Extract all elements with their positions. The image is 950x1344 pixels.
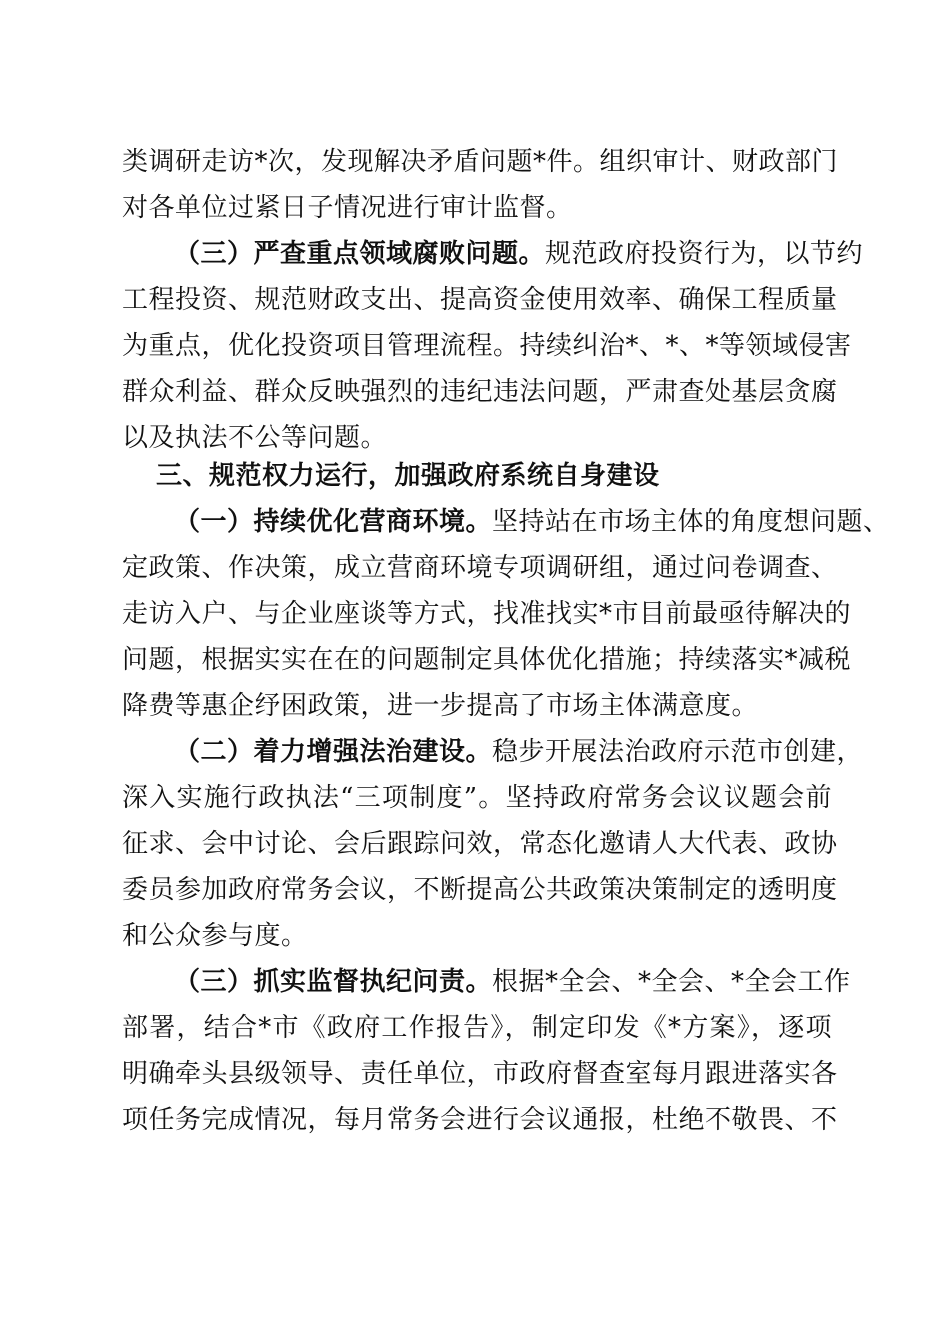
paragraph-first-line xyxy=(174,962,851,1002)
paragraph-line: 深入实施行政执法“三项制度”。坚持政府常务会议议题会前 xyxy=(122,783,832,813)
paragraph-line: 工程投资、规范财政支出、提高资金使用效率、确保工程质量 xyxy=(122,285,838,315)
paragraph-text: 根据*全会、*全会、*全会工作 xyxy=(492,967,851,997)
paragraph-line: 为重点，优化投资项目管理流程。持续纠治*、*、*等领域侵害 xyxy=(122,331,852,361)
paragraph-line: 以及执法不公等问题。 xyxy=(122,423,388,453)
section-heading: 三、规范权力运行，加强政府系统自身建设 xyxy=(156,461,660,491)
paragraph-title: （三）抓实监督执纪问责。 xyxy=(174,967,493,997)
paragraph-line: 部署，结合*市《政府工作报告》，制定印发《*方案》，逐项 xyxy=(122,1013,832,1043)
paragraph-line: 群众利益、群众反映强烈的违纪违法问题，严肃查处基层贪腐 xyxy=(122,377,838,407)
paragraph-first-line xyxy=(174,234,864,274)
paragraph-title: （三）严查重点领域腐败问题。 xyxy=(174,239,546,269)
paragraph-line: 征求、会中讨论、会后跟踪问效，常态化邀请人大代表、政协 xyxy=(122,829,838,859)
paragraph-text: 规范政府投资行为，以节约 xyxy=(545,239,864,269)
paragraph-line: 对各单位过紧日子情况进行审计监督。 xyxy=(122,193,573,223)
paragraph-line: 和公众参与度。 xyxy=(122,921,308,951)
paragraph-line: 类调研走访*次，发现解决矛盾问题*件。组织审计、财政部门 xyxy=(122,147,839,177)
paragraph-line: 委员参加政府常务会议，不断提高公共政策决策制定的透明度 xyxy=(122,875,838,905)
paragraph-title: （二）着力增强法治建设。 xyxy=(174,737,493,767)
paragraph-first-line xyxy=(174,732,864,772)
paragraph-text: 稳步开展法治政府示范市创建， xyxy=(492,737,864,767)
paragraph-first-line xyxy=(174,502,890,542)
paragraph-line: 项任务完成情况，每月常务会进行会议通报，杜绝不敬畏、不 xyxy=(122,1105,838,1135)
paragraph-text: 坚持站在市场主体的角度想问题、 xyxy=(492,507,890,537)
paragraph-line: 降费等惠企纾困政策，进一步提高了市场主体满意度。 xyxy=(122,691,759,721)
paragraph-title: （一）持续优化营商环境。 xyxy=(174,507,493,537)
paragraph-line: 问题，根据实实在在的问题制定具体优化措施；持续落实*减税 xyxy=(122,645,852,675)
paragraph-line: 定政策、作决策，成立营商环境专项调研组，通过问卷调查、 xyxy=(122,553,838,583)
paragraph-line: 明确牵头县级领导、责任单位，市政府督查室每月跟进落实各 xyxy=(122,1059,838,1089)
paragraph-line: 走访入户、与企业座谈等方式，找准找实*市目前最亟待解决的 xyxy=(122,599,852,629)
